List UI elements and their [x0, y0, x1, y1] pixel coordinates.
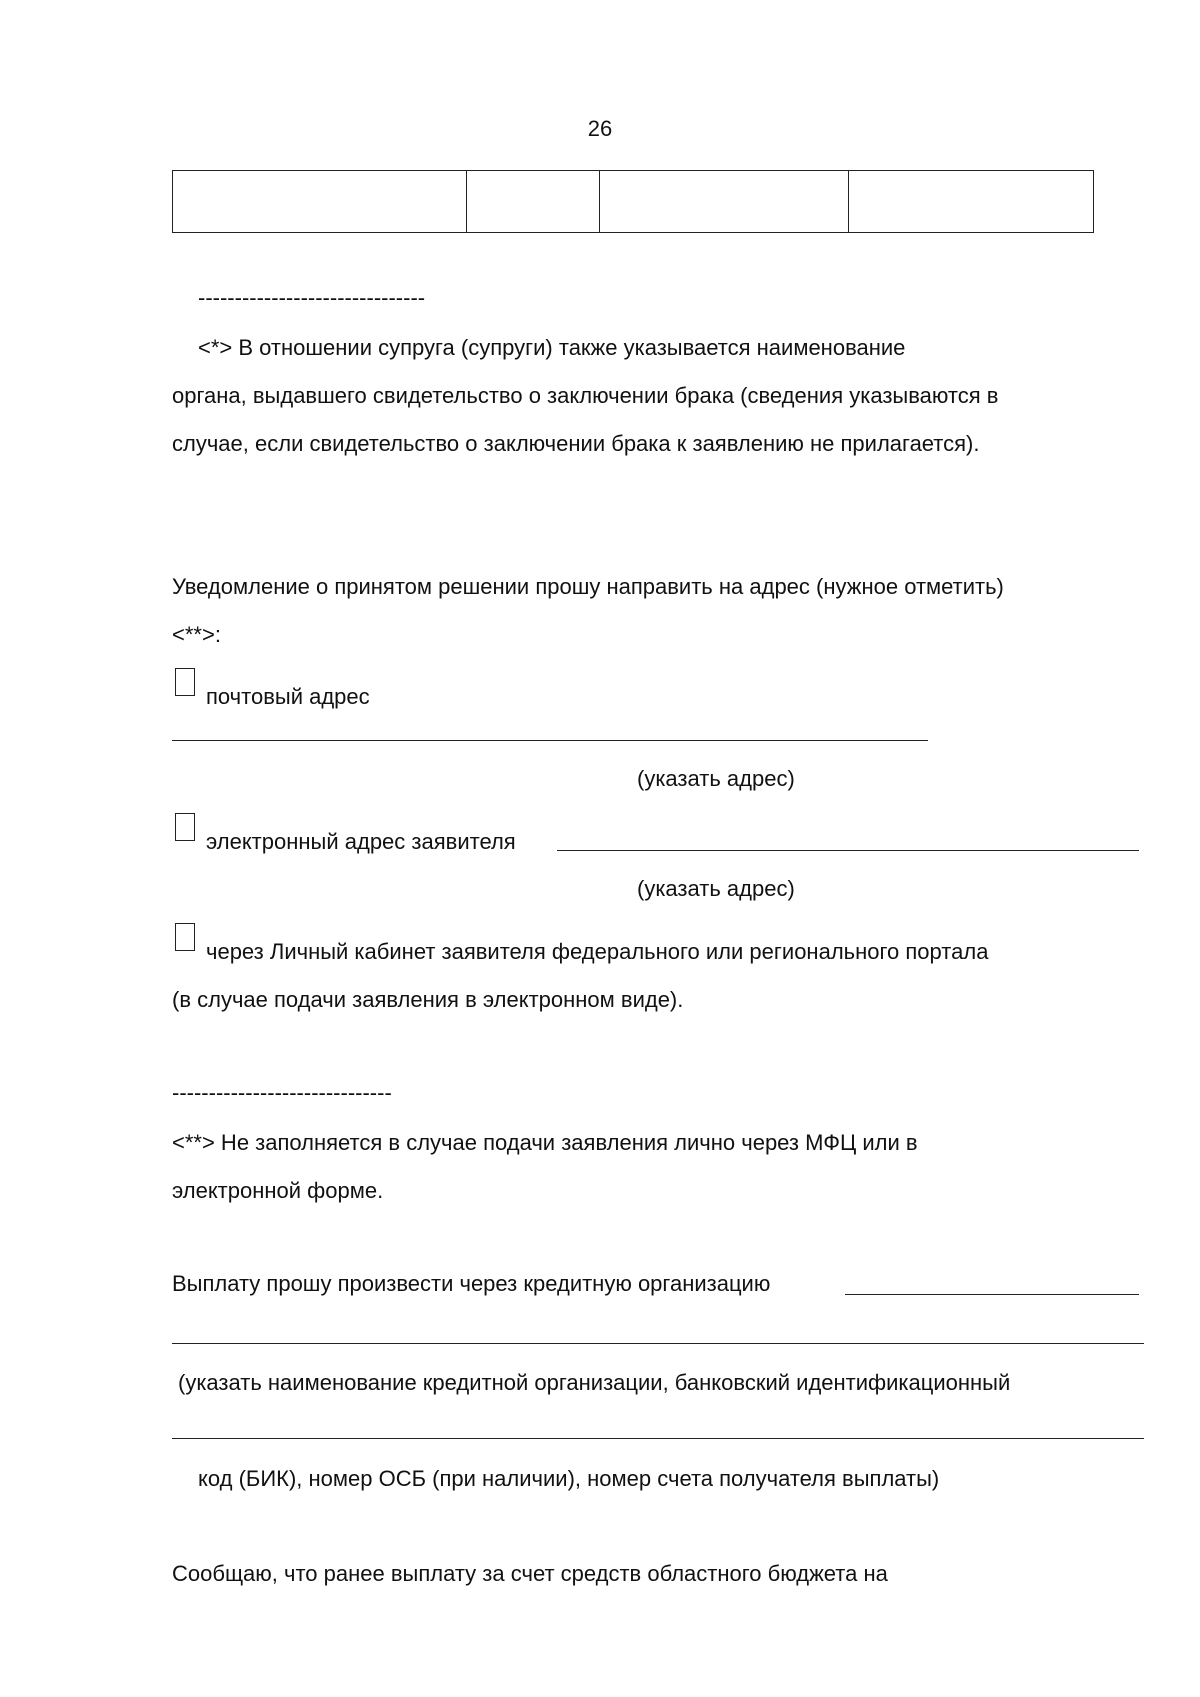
- credit-org-line-2[interactable]: [172, 1343, 1144, 1344]
- postal-address-label: почтовый адрес: [206, 684, 370, 709]
- footnote-text: случае, если свидетельство о заключении брака к заявлению не прилагается).: [172, 431, 980, 456]
- page-number: 26: [587, 116, 613, 141]
- personal-cabinet-label: через Личный кабинет заявителя федерального или регионального портала: [206, 939, 989, 964]
- footnote-text: <**> Не заполняется в случае подачи заявления лично через МФЦ или в: [172, 1130, 918, 1155]
- footnote-separator: -------------------------------: [198, 285, 426, 310]
- bank-details-hint: код (БИК), номер ОСБ (при наличии), номер счета получателя выплаты): [198, 1466, 940, 1491]
- footnote-text: электронной форме.: [172, 1178, 384, 1203]
- data-table: [172, 170, 1094, 233]
- footnote-text: органа, выдавшего свидетельство о заключении брака (сведения указываются в: [172, 383, 999, 408]
- notification-intro: Уведомление о принятом решении прошу направить на адрес (нужное отметить): [172, 574, 1004, 599]
- table-row: [173, 171, 1094, 233]
- notification-footnote-ref: <**>:: [172, 622, 221, 647]
- footnote-separator: ------------------------------: [172, 1080, 392, 1105]
- closing-text: Сообщаю, что ранее выплату за счет средств областного бюджета на: [172, 1561, 888, 1586]
- table-cell[interactable]: [600, 171, 849, 233]
- email-address-checkbox[interactable]: [175, 813, 195, 841]
- table-cell[interactable]: [173, 171, 467, 233]
- postal-address-hint: (указать адрес): [637, 766, 795, 791]
- credit-org-line[interactable]: [845, 1294, 1139, 1295]
- postal-address-checkbox[interactable]: [175, 668, 195, 696]
- postal-address-line[interactable]: [172, 740, 928, 741]
- personal-cabinet-note: (в случае подачи заявления в электронном виде).: [172, 987, 684, 1012]
- table-cell[interactable]: [467, 171, 600, 233]
- email-address-line[interactable]: [557, 850, 1139, 851]
- table-cell[interactable]: [849, 171, 1094, 233]
- payment-label: Выплату прошу произвести через кредитную организацию: [172, 1271, 771, 1296]
- bank-details-line[interactable]: [172, 1438, 1144, 1439]
- footnote-text: <*> В отношении супруга (супруги) также указывается наименование: [198, 335, 906, 360]
- personal-cabinet-checkbox[interactable]: [175, 923, 195, 951]
- email-address-label: электронный адрес заявителя: [206, 829, 516, 854]
- email-address-hint: (указать адрес): [637, 876, 795, 901]
- credit-org-hint: (указать наименование кредитной организации, банковский идентификационный: [178, 1370, 1011, 1395]
